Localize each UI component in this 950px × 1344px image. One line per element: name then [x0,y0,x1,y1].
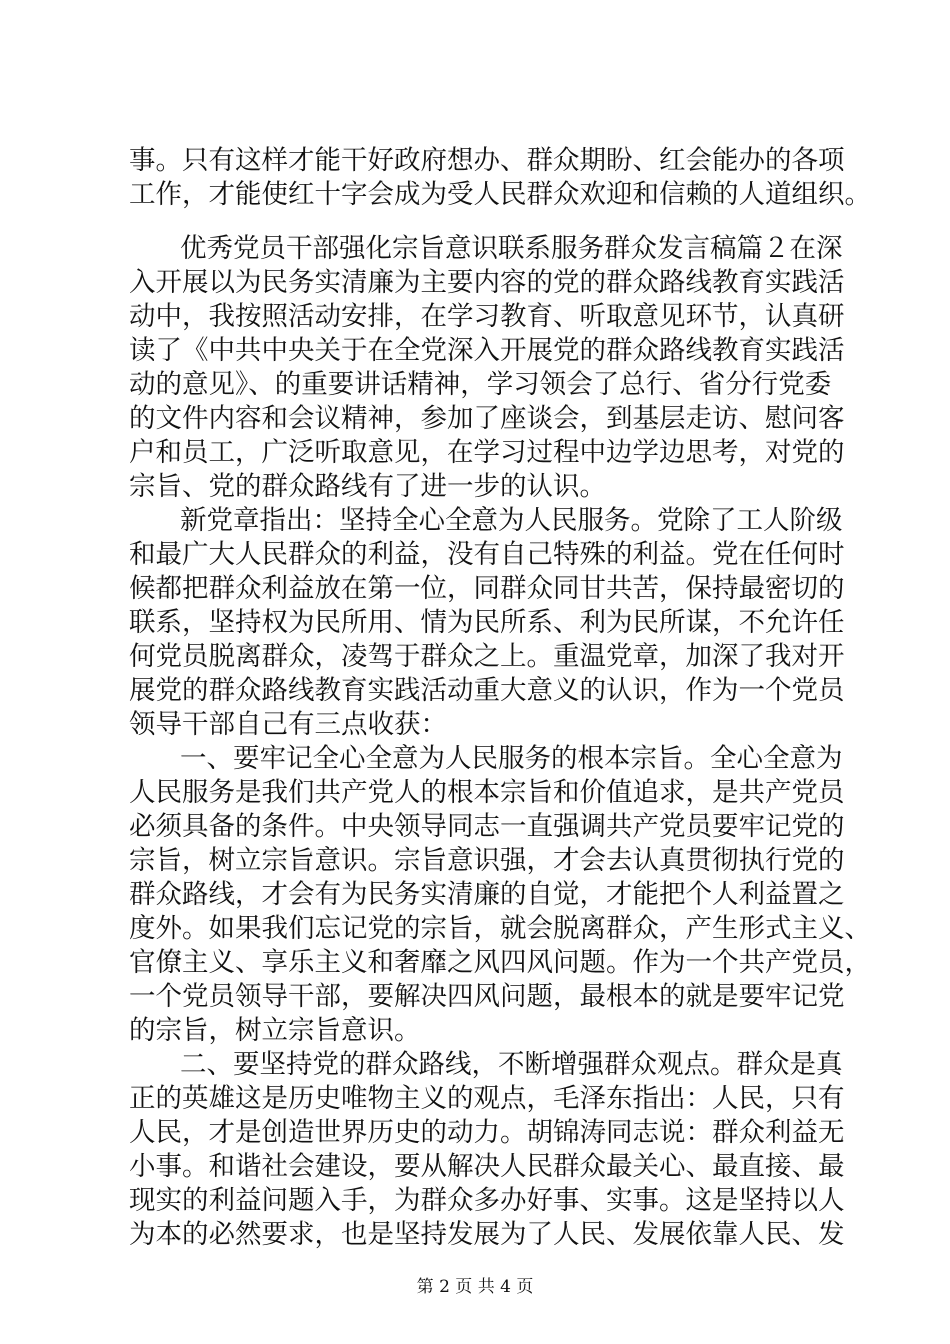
text-line: 宗旨，树立宗旨意识。宗旨意识强，才会去认真贯彻执行党的 [129,845,845,876]
text-line: 官僚主义、享乐主义和奢靡之风四风问题。作为一个共产党员， [129,947,871,978]
text-line: 读了《中共中央关于在全党深入开展党的群众路线教育实践活 [129,335,845,366]
text-line: 必须具备的条件。中央领导同志一直强调共产党员要牢记党的 [129,811,845,842]
text-line: 为本的必然要求，也是坚持发展为了人民、发展依靠人民、发 [129,1219,845,1250]
text-line: 工作，才能使红十字会成为受人民群众欢迎和信赖的人道组织。 [129,179,871,210]
text-line: 户和员工，广泛听取意见，在学习过程中边学边思考，对党的 [129,437,845,468]
page-footer: 第 2 页 共 4 页 [416,1277,534,1297]
text-line: 一、要牢记全心全意为人民服务的根本宗旨。全心全意为 [180,743,843,774]
text-line: 联系，坚持权为民所用、情为民所系、利为民所谋，不允许任 [129,607,845,638]
text-line: 人民，才是创造世界历史的动力。胡锦涛同志说：群众利益无 [129,1117,845,1148]
text-line: 现实的利益问题入手，为群众多办好事、实事。这是坚持以人 [129,1185,845,1216]
text-line: 和最广大人民群众的利益，没有自己特殊的利益。党在任何时 [129,539,845,570]
text-line: 动中，我按照活动安排，在学习教育、听取意见环节，认真研 [129,301,845,332]
text-line: 正的英雄这是历史唯物主义的观点，毛泽东指出：人民，只有 [129,1083,845,1114]
text-line: 候都把群众利益放在第一位，同群众同甘共苦，保持最密切的 [129,573,845,604]
text-line: 何党员脱离群众，凌驾于群众之上。重温党章，加深了我对开 [129,641,845,672]
text-line: 二、要坚持党的群众路线，不断增强群众观点。群众是真 [180,1049,843,1080]
text-line: 群众路线，才会有为民务实清廉的自觉，才能把个人利益置之 [129,879,845,910]
text-line: 事。只有这样才能干好政府想办、群众期盼、红会能办的各项 [129,145,845,176]
text-line: 度外。如果我们忘记党的宗旨，就会脱离群众，产生形式主义、 [129,913,871,944]
text-line: 的文件内容和会议精神，参加了座谈会，到基层走访、慰问客 [129,403,845,434]
text-line: 小事。和谐社会建设，要从解决人民群众最关心、最直接、最 [129,1151,845,1182]
text-line: 一个党员领导干部，要解决四风问题，最根本的就是要牢记党 [129,981,845,1012]
text-line: 人民服务是我们共产党人的根本宗旨和价值追求，是共产党员 [129,777,845,808]
text-line: 优秀党员干部强化宗旨意识联系服务群众发言稿篇２在深 [180,233,843,264]
text-line: 新党章指出：坚持全心全意为人民服务。党除了工人阶级 [180,505,843,536]
text-line: 展党的群众路线教育实践活动重大意义的认识，作为一个党员 [129,675,845,706]
text-line: 领导干部自己有三点收获： [129,709,447,740]
text-line: 入开展以为民务实清廉为主要内容的党的群众路线教育实践活 [129,267,845,298]
text-line: 的宗旨，树立宗旨意识。 [129,1015,421,1046]
text-line: 动的意见》、的重要讲话精神，学习领会了总行、省分行党委 [129,369,832,400]
text-line: 宗旨、党的群众路线有了进一步的认识。 [129,471,606,502]
